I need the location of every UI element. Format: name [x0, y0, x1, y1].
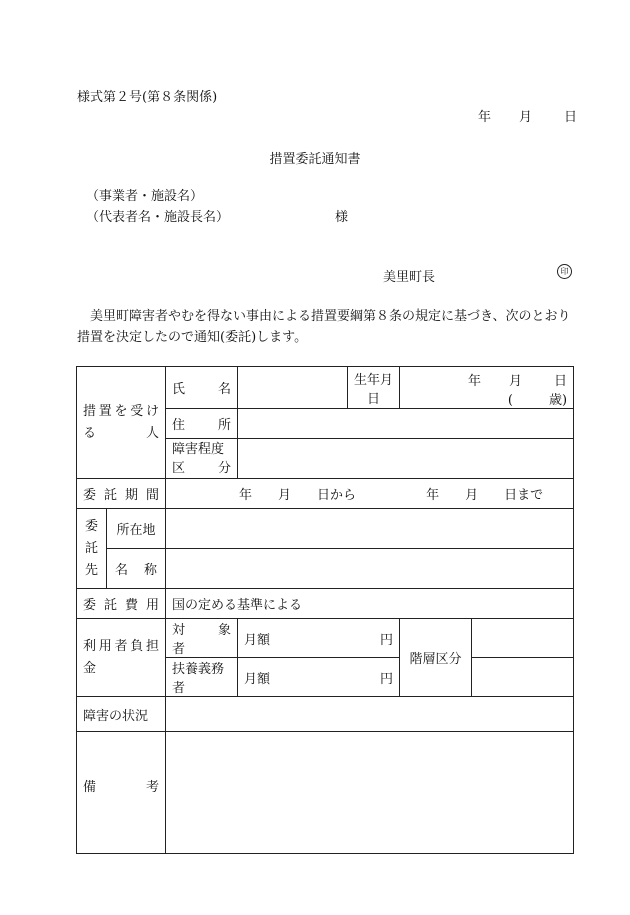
consignee-label-2: 託	[84, 540, 98, 556]
person-label-cell	[77, 367, 166, 479]
period-from: 日から	[317, 488, 357, 503]
period-field[interactable]	[166, 479, 574, 509]
birth-year: 年	[467, 374, 481, 389]
period-label: 委 託 期 間	[77, 479, 166, 509]
tier-label: 階層区分	[400, 619, 472, 697]
location-field[interactable]	[166, 509, 574, 549]
address-field[interactable]	[238, 409, 574, 439]
honorific: 様	[335, 210, 349, 225]
remarks-label: 備 考	[77, 732, 166, 854]
issue-date	[478, 106, 577, 125]
body-text	[77, 306, 573, 348]
name-field[interactable]	[238, 367, 348, 409]
target-monthly-label: 月額	[244, 632, 271, 648]
consignee-label	[77, 509, 107, 589]
period-until: 日まで	[504, 488, 544, 503]
age-close: 歳)	[548, 393, 568, 408]
person-label: 措置を受ける人	[83, 403, 160, 441]
guardian-yen: 円	[380, 671, 394, 687]
date-day: 日	[564, 110, 578, 125]
target-label: 対 象 者	[166, 619, 238, 658]
guardian-monthly-field[interactable]	[238, 658, 400, 697]
period-month2: 月	[465, 488, 479, 503]
disability-grade-label-1: 障害程度	[172, 441, 225, 457]
tier-field-1[interactable]	[472, 619, 574, 658]
document-title: 措置委託通知書	[269, 152, 361, 167]
address-label: 住 所	[166, 409, 238, 439]
birth-day: 日	[554, 374, 568, 389]
period-month: 月	[278, 488, 292, 503]
date-month: 月	[519, 110, 533, 125]
name-label: 氏 名	[166, 367, 238, 409]
sender-name: 美里町長	[383, 270, 436, 285]
birthdate-ymd	[468, 370, 567, 389]
target-monthly-field[interactable]	[238, 619, 400, 658]
guardian-label: 扶養義務者	[166, 658, 238, 697]
cost-value: 国の定める基準による	[166, 589, 574, 619]
disability-grade-label-2: 区 分	[172, 460, 232, 476]
facility-name-field[interactable]	[166, 549, 574, 589]
tier-field-2[interactable]	[472, 658, 574, 697]
period-year2: 年	[426, 488, 440, 503]
age-open: (	[507, 393, 513, 408]
guardian-monthly-label: 月額	[244, 671, 271, 687]
burden-label: 利用者負担金	[83, 638, 160, 676]
disability-grade-field[interactable]	[238, 439, 574, 479]
remarks-field[interactable]	[166, 732, 574, 854]
location-label: 所在地	[107, 509, 166, 549]
birthdate-label: 生年月日	[348, 367, 400, 409]
burden-label-cell	[77, 619, 166, 697]
disability-grade-label	[166, 439, 238, 479]
seal-mark: 印	[557, 264, 572, 279]
cost-label: 委 託 費 用	[77, 589, 166, 619]
condition-label: 障害の状況	[77, 697, 166, 732]
consignee-label-3: 先	[84, 562, 98, 578]
body-paragraph: 美里町障害者やむを得ない事由による措置要綱第８条の規定に基づき、次のとおり措置を決定したので通知(委託)します。	[77, 309, 571, 345]
birthdate-field[interactable]	[400, 367, 574, 409]
addressee-representative: （代表者名・施設長名）	[86, 210, 230, 225]
birth-month: 月	[508, 374, 522, 389]
period-year: 年	[239, 488, 253, 503]
condition-field[interactable]	[166, 697, 574, 732]
age-field	[508, 389, 567, 408]
target-yen: 円	[380, 632, 394, 648]
date-year: 年	[478, 110, 492, 125]
form-number: 様式第２号(第８条関係)	[77, 90, 218, 105]
consignee-label-1: 委	[84, 518, 98, 534]
facility-name-label: 名 称	[107, 549, 166, 589]
consignment-form-table	[76, 366, 574, 854]
addressee-business: （事業者・施設名）	[86, 189, 204, 204]
